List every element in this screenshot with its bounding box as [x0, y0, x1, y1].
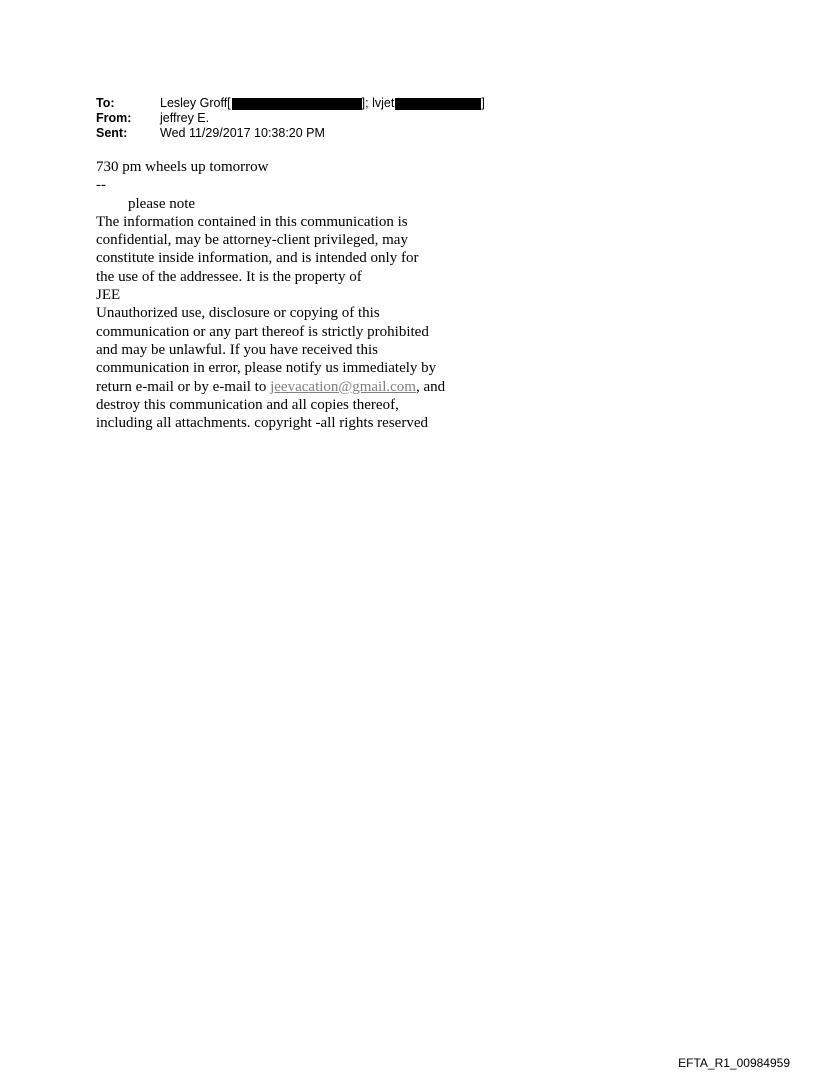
- disclaimer-line: including all attachments. copyright -all rights reserved: [96, 415, 428, 432]
- document-id: EFTA_R1_00984959: [678, 1056, 790, 1070]
- disclaimer-line: confidential, may be attorney-client privileged, may: [96, 232, 408, 249]
- to-value: [160, 96, 485, 111]
- disclaimer-line: communication in error, please notify us immediately by: [96, 360, 437, 377]
- disclaimer-line: the use of the addressee. It is the property of: [96, 268, 362, 285]
- redaction-box: [395, 98, 481, 110]
- disclaimer-line: JEE: [96, 287, 121, 304]
- return-line-suffix: , and: [415, 378, 446, 395]
- disclaimer-line: communication or any part thereof is strictly prohibited: [96, 323, 429, 340]
- to-separator: ]; lvjet: [361, 96, 395, 110]
- from-value: jeffrey E.: [160, 111, 210, 125]
- disclaimer-line: Unauthorized use, disclosure or copying of this: [96, 305, 380, 322]
- redaction-box: [232, 98, 362, 110]
- to-recipient-name: Lesley Groff: [160, 96, 228, 110]
- bracket-open: [: [227, 96, 231, 110]
- please-note-text: please note: [128, 195, 196, 212]
- message-text: 730 pm wheels up tomorrow: [96, 159, 269, 175]
- to-row: [96, 96, 485, 111]
- disclaimer-line: constitute inside information, and is intended only for: [96, 250, 419, 267]
- email-body: [96, 158, 496, 432]
- disclaimer-line: and may be unlawful. If you have received this: [96, 341, 378, 358]
- to-end-bracket: ]: [481, 96, 485, 110]
- disclaimer-line: The information contained in this communication is: [96, 213, 408, 230]
- email-header: [96, 96, 485, 141]
- sent-value: Wed 11/29/2017 10:38:20 PM: [160, 126, 325, 140]
- signature-separator: --: [96, 177, 106, 194]
- disclaimer-line: destroy this communication and all copies thereof,: [96, 396, 399, 413]
- email-link[interactable]: jeevacation@gmail.com: [270, 378, 416, 395]
- sent-label: Sent:: [96, 126, 128, 140]
- from-row: [96, 111, 485, 126]
- return-line-text: return e-mail or by e-mail to: [96, 378, 271, 395]
- from-label: From:: [96, 111, 132, 125]
- disclaimer-line: [96, 378, 496, 396]
- to-label: To:: [96, 96, 115, 110]
- sent-row: [96, 126, 485, 141]
